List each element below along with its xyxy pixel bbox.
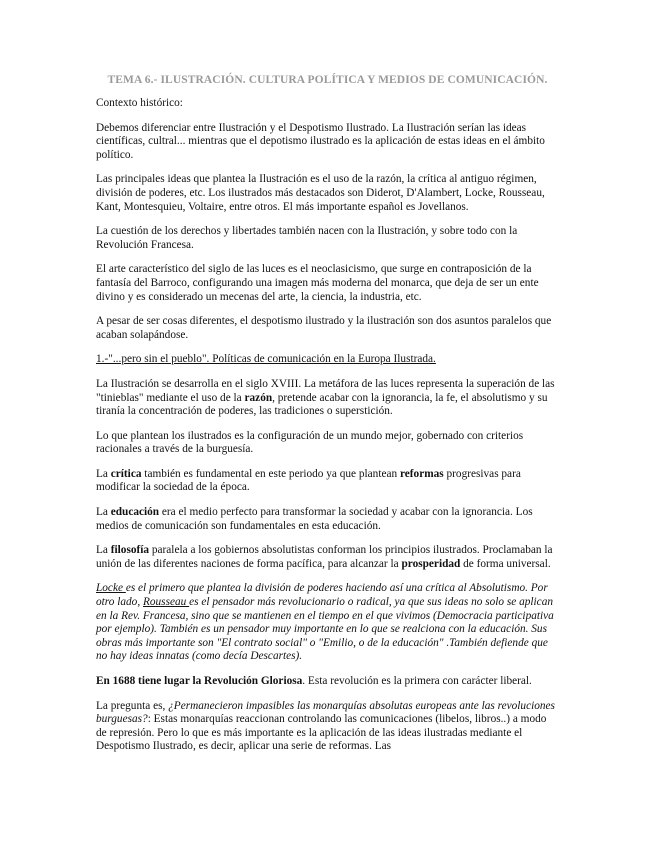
bold-term-prosperidad: prosperidad xyxy=(401,557,461,570)
paragraph-7: Lo que plantean los ilustrados es la configuración de un mundo mejor, gobernado con criterios racionales a través de la burguesía. xyxy=(96,429,524,456)
paragraph-11 xyxy=(96,582,559,664)
text-run: La xyxy=(96,506,111,519)
paragraph-12 xyxy=(96,675,559,689)
paragraph-3: La cuestión de los derechos y libertades también nacen con la Ilustración, y sobre todo con la Revolución Francesa. xyxy=(96,225,518,251)
text-run: : Estas monarquías reaccionan controlando las comunicaciones (libelos, libros..) a modo de represión. Pero lo que es más importante es la aplicación de las ideas ilustradas mediante el Despotismo Ilustrado, es decir, aplicar una serie de reformas. Las xyxy=(96,713,547,753)
paragraph-1: Debemos diferenciar entre Ilustración y el Despotismo Ilustrado. La Ilustración serían las ideas científicas, cultral... mientras que el depotismo ilustrado es la aplicación de estas ideas en el ámbito político. xyxy=(96,121,545,161)
bold-statement-1688: En 1688 tiene lugar la Revolución Gloriosa xyxy=(96,675,303,687)
document-title: TEMA 6.- ILUSTRACIÓN. CULTURA POLÍTICA Y MEDIOS DE COMUNICACIÓN. xyxy=(107,74,548,86)
text-run: , pretende acabar con la ignorancia, la fe, el absolutismo y su tiranía la concentración de poderes, las tradiciones o superstición. xyxy=(96,391,548,418)
paragraph-2: Las principales ideas que plantea la Ilustración es el uso de la razón, la crítica al antiguo régimen, división de poderes, etc. Los ilustrados más destacados son Diderot, D'Alambert, Locke, Rousseau, Kant, Montesquieu, Voltaire, entre otros. El más importante español es Jovellanos. xyxy=(96,173,545,213)
section-heading xyxy=(96,353,559,367)
text-run: de forma universal. xyxy=(460,557,551,570)
text-run: progresivas para modificar la sociedad de la época. xyxy=(96,467,521,494)
text-run: La Ilustración se desarrolla en el siglo XVIII. La metáfora de las luces representa la superación de las "tinieblas" mediante el uso de la xyxy=(96,377,555,404)
italic-question: ¿Permanecieron impasibles las monarquías absolutas europeas ante las revoluciones burguesas? xyxy=(96,699,555,726)
text-run: también es fundamental en este periodo ya que plantean xyxy=(141,467,400,480)
context-label: Contexto histórico: xyxy=(96,97,183,109)
paragraph-10 xyxy=(96,544,559,571)
bold-term-educacion: educación xyxy=(110,506,160,519)
text-run: era el medio perfecto para transformar la sociedad y acabar con la ignorancia. Los medios de comunicación son fundamentales en esta educación. xyxy=(96,506,533,532)
text-run: es el pensador más revolucionario o radical, ya que sus ideas no solo se aplican en la Rev. Francesa, sino que se mantienen en el tiempo en el que vivimos (Democracia participativa por ejemplo). También es un pensador muy importante en lo que se realciona con la educación. Sus obras más importante son "El contrato social" o "Emilio, o de la educación" .También defiende que no hay ideas innatas (como decía Descartes). xyxy=(96,596,554,663)
text-run: paralela a los gobiernos absolutistas conforman los principios ilustrados. Proclamaban la unión de las diferentes naciones de forma pacífica, para alcanzar la xyxy=(96,544,553,570)
name-locke: Locke xyxy=(96,582,126,595)
text-run: La xyxy=(96,544,111,557)
bold-term-critica: crítica xyxy=(110,467,142,480)
paragraph-8 xyxy=(96,468,559,495)
paragraph-5: A pesar de ser cosas diferentes, el despotismo ilustrado y la ilustración son dos asuntos paralelos que acaban solapándose. xyxy=(96,315,552,341)
bold-term-filosofia: filosofía xyxy=(110,544,150,557)
paragraph-4: El arte característico del siglo de las luces es el neoclasicismo, que surge en contraposición de la fantasía del Barroco, configurando una imagen más moderna del monarca, que deja de ser un ente divino y es considerado un mecenas del arte, la ciencia, la industria, etc. xyxy=(96,263,539,303)
bold-term-reformas: reformas xyxy=(399,467,444,480)
bold-term-razon: razón xyxy=(244,391,273,404)
text-run: es el primero que plantea la división de poderes haciendo así una crítica al Absolutismo. Por otro lado, xyxy=(96,582,548,609)
paragraph-6 xyxy=(96,378,559,419)
section-heading-text: 1.-"...pero sin el pueblo". Políticas de comunicación en la Europa Ilustrada. xyxy=(96,353,436,366)
text-run: La xyxy=(96,467,111,480)
paragraph-9 xyxy=(96,506,559,533)
name-rousseau: Rousseau xyxy=(142,596,190,609)
text-run: La pregunta es, xyxy=(96,699,169,712)
text-run: . Esta revolución es la primera con carácter liberal. xyxy=(302,675,532,687)
paragraph-13 xyxy=(96,700,559,754)
